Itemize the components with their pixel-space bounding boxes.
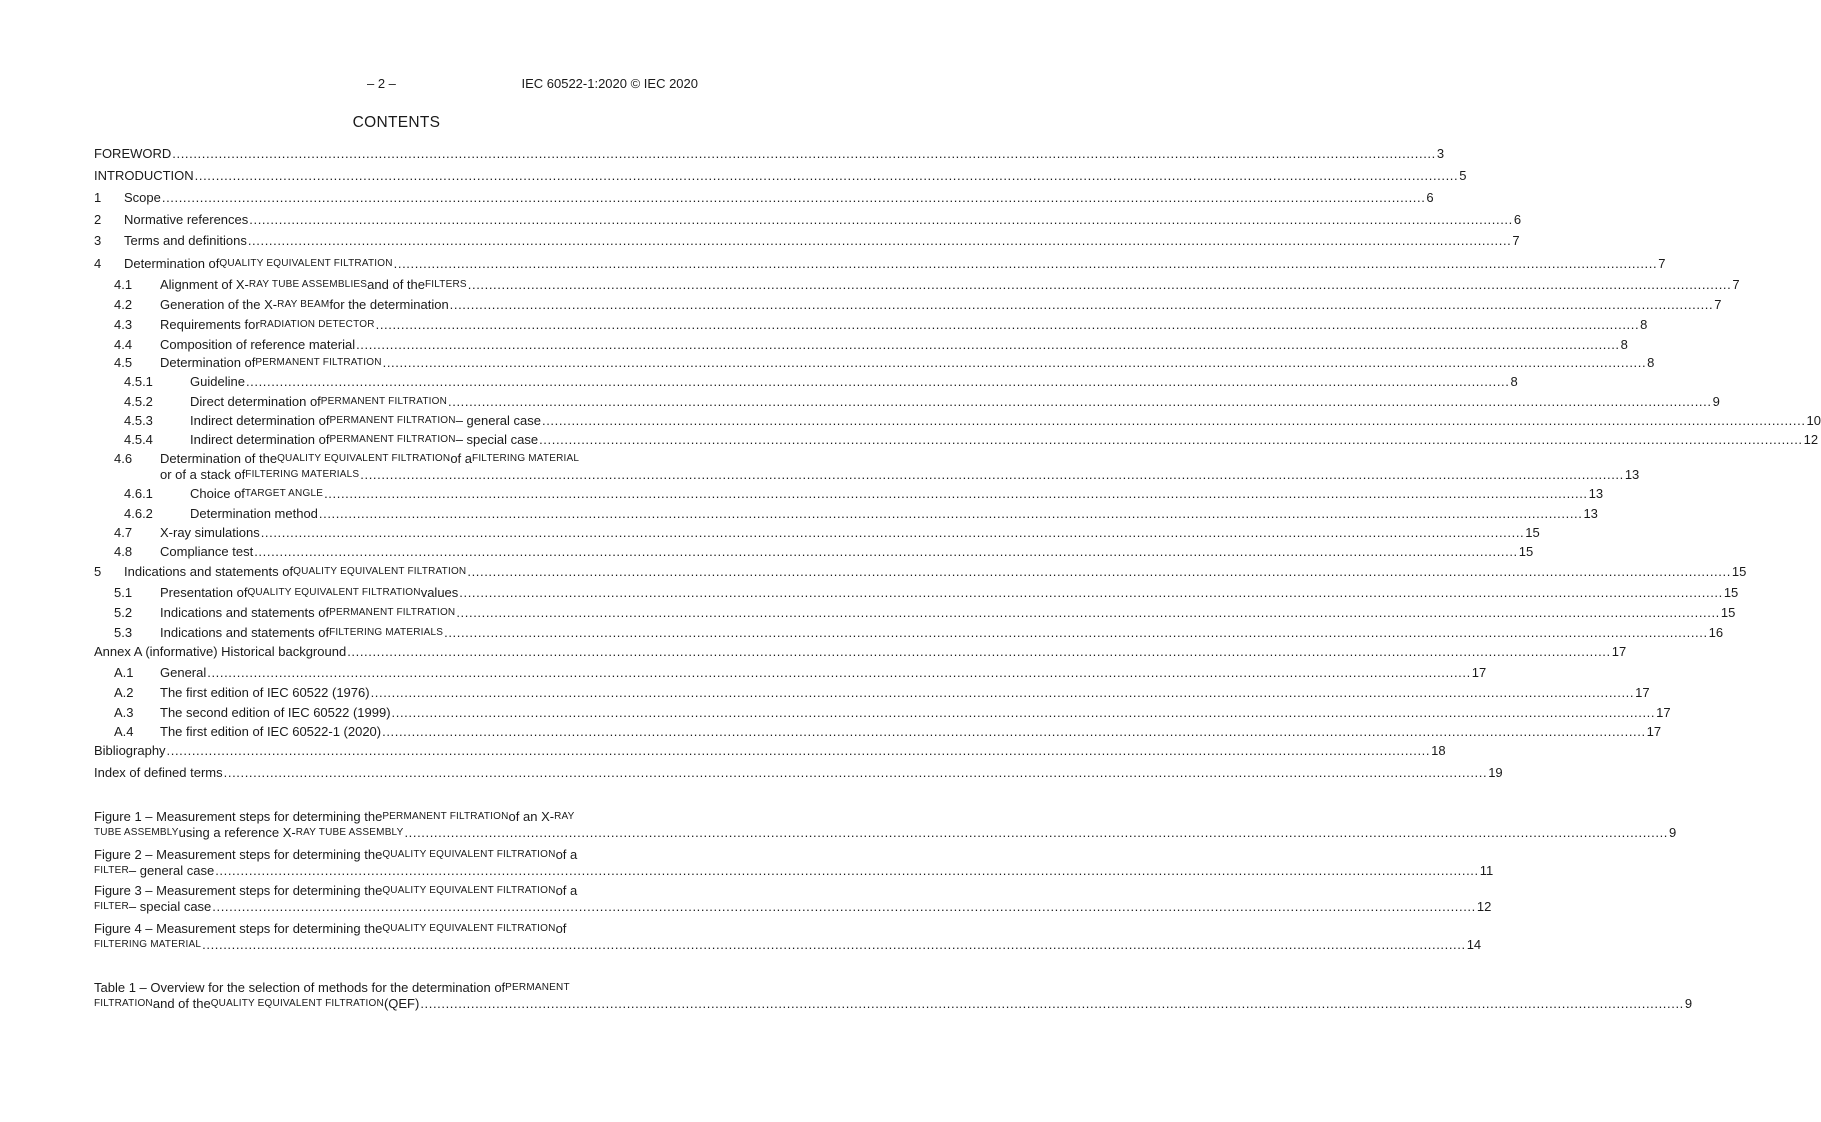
small-caps-term: PERMANENT FILTRATION <box>382 811 509 822</box>
section-number: 4.3 <box>114 317 133 332</box>
page-number: 17 <box>1471 665 1487 680</box>
small-caps-term: RAY BEAM <box>277 299 330 310</box>
entry-text <box>160 685 1650 701</box>
entry-title: using a reference X- <box>178 825 296 840</box>
small-caps-term: FILTERING MATERIALS <box>245 469 360 480</box>
entry-line <box>160 525 1540 541</box>
entry-text <box>160 665 1487 681</box>
entry-title: and of the <box>367 277 425 292</box>
entry-line <box>94 883 698 899</box>
small-caps-term: PERMANENT FILTRATION <box>329 415 456 426</box>
toc-entry[interactable] <box>94 564 1747 580</box>
entry-title: Figure 4 – Measurement steps for determining the <box>94 921 383 936</box>
entry-text <box>94 644 1627 660</box>
entry-title: of a <box>450 451 473 466</box>
toc-entry[interactable] <box>94 451 1640 483</box>
entry-text <box>160 605 1736 621</box>
small-caps-term: FILTERS <box>425 279 467 290</box>
entry-line <box>160 355 1655 371</box>
page-number: 8 <box>1620 337 1628 352</box>
page-number: 13 <box>1583 506 1598 521</box>
entry-line <box>160 297 1722 313</box>
toc-entry[interactable] <box>94 585 1739 601</box>
page-number: 15 <box>1723 585 1739 600</box>
page-number: 17 <box>1656 705 1671 720</box>
entry-title: The second edition of IEC 60522 (1999) <box>160 705 391 720</box>
toc-entry[interactable] <box>94 168 1467 184</box>
entry-line <box>190 394 1720 410</box>
entry-line <box>160 467 1640 483</box>
dot-leader: ............................................................................................................................................................................................................................................................................................................ <box>449 297 1714 312</box>
dot-leader: ............................................................................................................................................................................................................................................................................................................ <box>207 665 1471 680</box>
entry-text <box>94 809 1677 841</box>
page-number: 11 <box>1479 863 1494 878</box>
dot-leader: ............................................................................................................................................................................................................................................................................................................ <box>541 413 1806 428</box>
entry-title: Presentation of <box>160 585 248 600</box>
section-number: 4.6.2 <box>124 506 153 521</box>
page-number: 8 <box>1510 374 1518 389</box>
dot-leader: ............................................................................................................................................................................................................................................................................................................ <box>247 233 1512 248</box>
toc-entry[interactable] <box>94 337 1628 353</box>
entry-title: Choice of <box>190 486 245 501</box>
page-number: 18 <box>1431 743 1446 758</box>
entry-text <box>94 168 1467 184</box>
small-caps-term: PERMANENT <box>505 982 570 993</box>
entry-line <box>94 921 698 937</box>
entry-text <box>160 585 1739 601</box>
entry-title: Annex A (informative) Historical background <box>94 644 347 659</box>
dot-leader: ............................................................................................................................................................................................................................................................................................................ <box>194 168 1459 183</box>
entry-title: Requirements for <box>160 317 260 332</box>
page-number: 17 <box>1635 685 1650 700</box>
entry-title: X-ray simulations <box>160 525 260 540</box>
toc-entry[interactable] <box>94 355 1655 371</box>
section-number: 4.5.3 <box>124 413 153 428</box>
figure-list-entry[interactable] <box>94 847 1494 879</box>
page-number: 12 <box>1476 899 1492 914</box>
small-caps-term: QUALITY EQUIVALENT FILTRATION <box>219 258 393 269</box>
small-caps-term: RAY TUBE ASSEMBLIES <box>248 279 368 290</box>
page-number: 6 <box>1513 212 1522 227</box>
small-caps-term: FILTER <box>94 901 129 912</box>
toc-entry[interactable] <box>94 190 1434 206</box>
entry-text <box>124 190 1434 206</box>
page-number: 15 <box>1518 544 1534 559</box>
entry-title: of a <box>555 847 578 862</box>
dot-leader: ............................................................................................................................................................................................................................................................................................................ <box>393 256 1658 271</box>
dot-leader: ............................................................................................................................................................................................................................................................................................................ <box>459 585 1723 600</box>
entry-text <box>160 451 1640 483</box>
small-caps-term: TARGET ANGLE <box>244 488 324 499</box>
entry-text <box>94 847 1494 879</box>
entry-title: – general case <box>128 863 215 878</box>
dot-leader: ............................................................................................................................................................................................................................................................................................................ <box>172 146 1436 161</box>
dot-leader: ............................................................................................................................................................................................................................................................................................................ <box>420 996 1684 1011</box>
dot-leader: ............................................................................................................................................................................................................................................................................................................ <box>467 564 1731 579</box>
small-caps-term: PERMANENT FILTRATION <box>320 396 448 407</box>
entry-title: Normative references <box>124 212 249 227</box>
entry-text <box>94 883 1492 915</box>
dot-leader: ............................................................................................................................................................................................................................................................................................................ <box>360 467 1624 482</box>
entry-title: FOREWORD <box>94 146 172 161</box>
dot-leader: ............................................................................................................................................................................................................................................................................................................ <box>223 765 1488 780</box>
dot-leader: ............................................................................................................................................................................................................................................................................................................ <box>467 277 1732 292</box>
entry-title: or of a stack of <box>160 467 246 482</box>
dot-leader: ............................................................................................................................................................................................................................................................................................................ <box>318 506 1583 521</box>
entry-title: Compliance test <box>160 544 254 559</box>
dot-leader: ............................................................................................................................................................................................................................................................................................................ <box>382 724 1646 739</box>
entry-line <box>94 644 1627 660</box>
entry-line <box>94 863 1494 879</box>
entry-title: The first edition of IEC 60522 (1976) <box>160 685 370 700</box>
entry-text <box>160 355 1655 371</box>
section-number: 4.5 <box>114 355 133 370</box>
page-number: 7 <box>1714 297 1722 312</box>
page-number: 7 <box>1732 277 1740 292</box>
entry-title: Indirect determination of <box>190 413 330 428</box>
entry-line <box>190 486 1604 502</box>
page-number: 8 <box>1647 355 1655 370</box>
toc-entry[interactable] <box>94 212 1522 228</box>
entry-title: Table 1 – Overview for the selection of methods for the determination of <box>94 980 506 995</box>
entry-text <box>94 146 1445 162</box>
entry-title: (QEF) <box>383 996 420 1011</box>
entry-title: Guideline <box>190 374 245 389</box>
toc-entry[interactable] <box>94 665 1487 681</box>
entry-text <box>190 506 1598 522</box>
entry-line <box>190 432 1819 448</box>
entry-line <box>160 544 1534 560</box>
entry-title: Figure 2 – Measurement steps for determining the <box>94 847 383 862</box>
small-caps-term: FILTERING MATERIAL <box>472 453 580 464</box>
page-number: 8 <box>1640 317 1648 332</box>
entry-line <box>94 847 698 863</box>
small-caps-term: PERMANENT FILTRATION <box>329 607 456 618</box>
entry-title: of a <box>555 883 578 898</box>
small-caps-term: RAY <box>554 811 575 822</box>
toc-entry[interactable] <box>94 146 1445 162</box>
toc-entry[interactable] <box>94 297 1722 313</box>
dot-leader: ............................................................................................................................................................................................................................................................................................................ <box>212 899 1476 914</box>
entry-text <box>160 297 1722 313</box>
section-number: A.3 <box>114 705 134 720</box>
entry-line <box>160 705 1671 721</box>
entry-title: Direct determination of <box>190 394 321 409</box>
small-caps-term: QUALITY EQUIVALENT FILTRATION <box>382 923 556 934</box>
page-number: 17 <box>1646 724 1662 739</box>
page-number: 3 <box>1436 146 1445 161</box>
entry-line <box>160 724 1662 740</box>
entry-title: Determination of <box>160 355 256 370</box>
toc-entry[interactable] <box>94 486 1604 502</box>
entry-line <box>94 743 1446 759</box>
figure-list-entry[interactable] <box>94 883 1492 915</box>
entry-line <box>190 506 1598 522</box>
small-caps-term: FILTERING MATERIAL <box>94 939 202 950</box>
entry-title: Scope <box>124 190 161 205</box>
entry-line <box>94 996 1693 1012</box>
toc-entry[interactable] <box>94 432 1819 448</box>
small-caps-term: QUALITY EQUIVALENT FILTRATION <box>382 885 556 896</box>
entry-line <box>94 937 1482 953</box>
page-number: 19 <box>1488 765 1503 780</box>
dot-leader: ............................................................................................................................................................................................................................................................................................................ <box>202 937 1466 952</box>
page-number: 13 <box>1624 467 1640 482</box>
dot-leader: ............................................................................................................................................................................................................................................................................................................ <box>260 525 1525 540</box>
small-caps-term: FILTRATION <box>94 998 153 1009</box>
dot-leader: ............................................................................................................................................................................................................................................................................................................ <box>404 825 1668 840</box>
entry-line <box>124 212 1522 228</box>
entry-line <box>160 451 698 467</box>
entry-text <box>94 980 1693 1012</box>
section-number: A.2 <box>114 685 134 700</box>
section-number: 4.1 <box>114 277 133 292</box>
entry-title: Indications and statements of <box>160 625 330 640</box>
small-caps-term: PERMANENT FILTRATION <box>329 434 456 445</box>
section-number: 4.2 <box>114 297 133 312</box>
dot-leader: ............................................................................................................................................................................................................................................................................................................ <box>448 394 1712 409</box>
entry-title: Figure 1 – Measurement steps for determining the <box>94 809 383 824</box>
page-number: 12 <box>1803 432 1819 447</box>
dot-leader: ............................................................................................................................................................................................................................................................................................................ <box>356 337 1620 352</box>
section-number: 4.6 <box>114 451 133 466</box>
page-number: 17 <box>1611 644 1627 659</box>
entry-text <box>124 233 1520 249</box>
dot-leader: ............................................................................................................................................................................................................................................................................................................ <box>249 212 1513 227</box>
section-number: 4.7 <box>114 525 133 540</box>
page-number: 16 <box>1708 625 1724 640</box>
entry-line <box>160 665 1487 681</box>
toc-entry[interactable] <box>94 506 1598 522</box>
entry-line <box>94 825 1677 841</box>
entry-title: Indications and statements of <box>160 605 330 620</box>
toc-entry[interactable] <box>94 644 1627 660</box>
entry-text <box>124 212 1522 228</box>
entry-title: Bibliography <box>94 743 166 758</box>
section-number: 3 <box>94 233 102 248</box>
entry-title: Determination of the <box>160 451 278 466</box>
entry-title: for the determination <box>329 297 449 312</box>
entry-text <box>94 921 1482 953</box>
small-caps-term: QUALITY EQUIVALENT FILTRATION <box>293 566 467 577</box>
entry-line <box>160 685 1650 701</box>
dot-leader: ............................................................................................................................................................................................................................................................................................................ <box>456 605 1720 620</box>
small-caps-term: TUBE ASSEMBLY <box>94 827 179 838</box>
entry-line <box>124 256 1666 272</box>
entry-text <box>160 544 1534 560</box>
dot-leader: ............................................................................................................................................................................................................................................................................................................ <box>539 432 1803 447</box>
entry-text <box>124 564 1747 580</box>
entry-text <box>94 743 1446 759</box>
entry-text <box>160 277 1740 293</box>
document-reference: IEC 60522-1:2020 © IEC 2020 <box>521 76 698 91</box>
toc-entry[interactable] <box>94 413 1821 429</box>
entry-title: Terms and definitions <box>124 233 247 248</box>
toc-entry[interactable] <box>94 544 1534 560</box>
entry-title: Indirect determination of <box>190 432 330 447</box>
section-number: 5.2 <box>114 605 133 620</box>
toc-entry[interactable] <box>94 605 1736 621</box>
entry-line <box>160 317 1648 333</box>
section-number: 4.5.4 <box>124 432 153 447</box>
toc-entry[interactable] <box>94 256 1666 272</box>
entry-title: of an X- <box>508 809 555 824</box>
entry-text <box>190 394 1720 410</box>
section-number: 2 <box>94 212 102 227</box>
entry-text <box>160 724 1662 740</box>
dot-leader: ............................................................................................................................................................................................................................................................................................................ <box>391 705 1656 720</box>
entry-line <box>124 190 1434 206</box>
toc-entry[interactable] <box>94 233 1520 249</box>
entry-title: values <box>420 585 459 600</box>
dot-leader: ............................................................................................................................................................................................................................................................................................................ <box>347 644 1611 659</box>
figure-list-entry[interactable] <box>94 921 1482 953</box>
entry-line <box>190 374 1518 390</box>
toc-entry[interactable] <box>94 277 1740 293</box>
contents-title: CONTENTS <box>352 114 441 131</box>
entry-text <box>160 337 1628 353</box>
entry-line <box>124 233 1520 249</box>
page-number: 15 <box>1720 605 1736 620</box>
toc-entry[interactable] <box>94 625 1724 641</box>
page-number-header: – 2 – <box>367 76 396 91</box>
entry-text <box>190 486 1604 502</box>
entry-line <box>94 899 1492 915</box>
entry-title: Indications and statements of <box>124 564 294 579</box>
dot-leader: ............................................................................................................................................................................................................................................................................................................ <box>215 863 1479 878</box>
entry-line <box>160 625 1724 641</box>
toc-entry[interactable] <box>94 394 1720 410</box>
entry-title: Determination of <box>124 256 220 271</box>
page-number: 15 <box>1731 564 1747 579</box>
entry-text <box>94 765 1503 781</box>
entry-title: INTRODUCTION <box>94 168 194 183</box>
small-caps-term: QUALITY EQUIVALENT FILTRATION <box>210 998 384 1009</box>
entry-title: Index of defined terms <box>94 765 223 780</box>
entry-text <box>190 432 1819 448</box>
entry-text <box>160 705 1671 721</box>
entry-text <box>124 256 1666 272</box>
entry-text <box>190 374 1518 390</box>
section-number: 4.6.1 <box>124 486 153 501</box>
page-number: 6 <box>1426 190 1434 205</box>
page-number: 5 <box>1459 168 1467 183</box>
entry-title: Alignment of X- <box>160 277 249 292</box>
entry-title: – general case <box>455 413 541 428</box>
page-number: 15 <box>1525 525 1540 540</box>
toc-entry[interactable] <box>94 374 1518 390</box>
entry-title: Generation of the X- <box>160 297 278 312</box>
section-number: A.1 <box>114 665 134 680</box>
page-number: 9 <box>1712 394 1720 409</box>
section-number: 4 <box>94 256 102 271</box>
page-number: 10 <box>1806 413 1821 428</box>
page-number: 9 <box>1684 996 1693 1011</box>
entry-line <box>94 980 698 996</box>
entry-title: Composition of reference material <box>160 337 356 352</box>
page-number: 13 <box>1588 486 1604 501</box>
entry-line <box>160 277 1740 293</box>
small-caps-term: QUALITY EQUIVALENT FILTRATION <box>277 453 451 464</box>
entry-line <box>160 337 1628 353</box>
toc-entry[interactable] <box>94 317 1648 333</box>
dot-leader: ............................................................................................................................................................................................................................................................................................................ <box>444 625 1708 640</box>
entry-line <box>94 809 698 825</box>
page-number: 7 <box>1512 233 1520 248</box>
entry-text <box>160 625 1724 641</box>
small-caps-term: QUALITY EQUIVALENT FILTRATION <box>247 587 421 598</box>
entry-title: General <box>160 665 207 680</box>
toc-entry[interactable] <box>94 724 1662 740</box>
toc-entry[interactable] <box>94 705 1671 721</box>
dot-leader: ............................................................................................................................................................................................................................................................................................................ <box>370 685 1635 700</box>
dot-leader: ............................................................................................................................................................................................................................................................................................................ <box>161 190 1426 205</box>
section-number: 5.1 <box>114 585 133 600</box>
section-number: 5 <box>94 564 102 579</box>
dot-leader: ............................................................................................................................................................................................................................................................................................................ <box>245 374 1510 389</box>
entry-line <box>94 765 1503 781</box>
entry-line <box>190 413 1821 429</box>
section-number: A.4 <box>114 724 134 739</box>
small-caps-term: RAY TUBE ASSEMBLY <box>295 827 404 838</box>
entry-title: of <box>555 921 567 936</box>
dot-leader: ............................................................................................................................................................................................................................................................................................................ <box>166 743 1431 758</box>
section-number: 4.8 <box>114 544 133 559</box>
section-number: 4.5.1 <box>124 374 153 389</box>
page-number: 7 <box>1658 256 1666 271</box>
toc-entry[interactable] <box>94 743 1446 759</box>
entry-title: Figure 3 – Measurement steps for determining the <box>94 883 383 898</box>
entry-text <box>160 525 1540 541</box>
small-caps-term: PERMANENT FILTRATION <box>255 357 382 368</box>
entry-line <box>124 564 1747 580</box>
dot-leader: ............................................................................................................................................................................................................................................................................................................ <box>254 544 1518 559</box>
page-number: 14 <box>1466 937 1482 952</box>
toc-entry[interactable] <box>94 525 1540 541</box>
entry-title: and of the <box>152 996 211 1011</box>
toc-entry[interactable] <box>94 685 1650 701</box>
small-caps-term: FILTERING MATERIALS <box>329 627 444 638</box>
table-list-entry[interactable] <box>94 980 1693 1012</box>
entry-title: Determination method <box>190 506 318 521</box>
entry-line <box>160 605 1736 621</box>
small-caps-term: RADIATION DETECTOR <box>259 319 375 330</box>
entry-text <box>160 317 1648 333</box>
entry-line <box>94 168 1467 184</box>
section-number: 4.5.2 <box>124 394 153 409</box>
small-caps-term: QUALITY EQUIVALENT FILTRATION <box>382 849 556 860</box>
entry-line <box>160 585 1739 601</box>
entry-title: The first edition of IEC 60522-1 (2020) <box>160 724 382 739</box>
section-number: 4.4 <box>114 337 133 352</box>
dot-leader: ............................................................................................................................................................................................................................................................................................................ <box>375 317 1640 332</box>
dot-leader: ............................................................................................................................................................................................................................................................................................................ <box>382 355 1647 370</box>
entry-text <box>190 413 1821 429</box>
toc-entry[interactable] <box>94 765 1503 781</box>
section-number: 1 <box>94 190 102 205</box>
figure-list-entry[interactable] <box>94 809 1677 841</box>
entry-title: – special case <box>455 432 539 447</box>
small-caps-term: FILTER <box>94 865 129 876</box>
dot-leader: ............................................................................................................................................................................................................................................................................................................ <box>324 486 1588 501</box>
page-number: 9 <box>1669 825 1677 840</box>
section-number: 5.3 <box>114 625 133 640</box>
entry-line <box>94 146 1445 162</box>
entry-title: – special case <box>128 899 212 914</box>
